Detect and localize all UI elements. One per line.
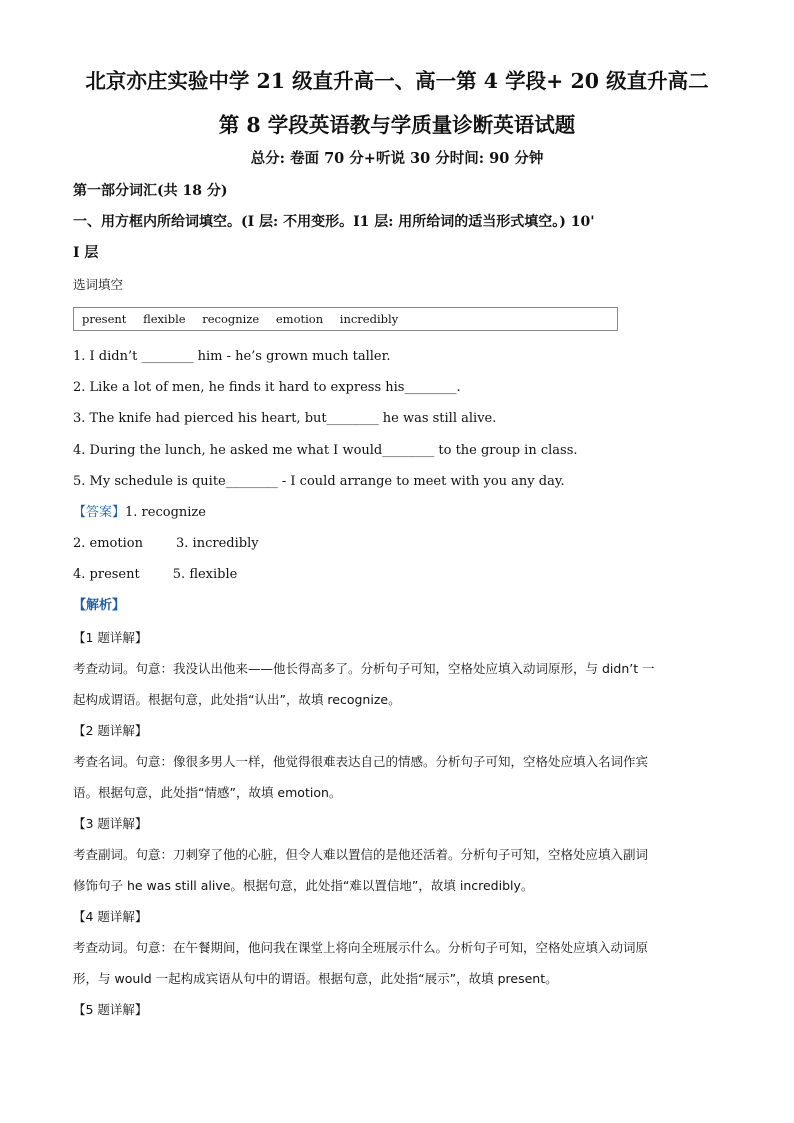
answer-line-1 <box>73 503 723 523</box>
analysis-text-2a: 考查名词。句意：像很多男人一样，他觉得很难表达自己的情感。分析句子可知，空格处应填入名词作宾 <box>73 754 649 769</box>
analysis-heading-2: 【2 题详解】 <box>73 723 148 738</box>
analysis-text-4b: 形，与 would 一起构成宾语从句中的谓语。根据句意，此处指“展示”，故填 present。 <box>73 971 558 986</box>
analysis-heading-5: 【5 题详解】 <box>73 1002 148 1017</box>
analysis-heading-4: 【4 题详解】 <box>73 909 148 924</box>
word-item: incredibly <box>339 312 399 326</box>
question-5: 5. My schedule is quite________ - I could arrange to meet with you any day. <box>73 474 565 489</box>
word-item: recognize <box>202 312 260 326</box>
analysis-tag: 【解析】 <box>73 598 126 613</box>
analysis-heading-3: 【3 题详解】 <box>73 816 148 831</box>
level-label: I 层 <box>73 245 99 261</box>
question-2: 2. Like a lot of men, he finds it hard to express his________. <box>73 380 461 395</box>
instruction: 一、用方框内所给词填空。(I 层: 不用变形。I1 层: 用所给词的适当形式填空。) 10' <box>73 214 595 230</box>
analysis-text-3b: 修饰句子 he was still alive。根据句意，此处指“难以置信地”，故填 incredibly。 <box>73 878 534 893</box>
word-item: present <box>82 312 127 326</box>
question-1: 1. I didn’t ________ him - he’s grown much taller. <box>73 349 391 364</box>
word-box <box>73 307 618 331</box>
part-title: 第一部分词汇(共 18 分) <box>73 183 228 199</box>
analysis-text-3a: 考查副词。句意：刀刺穿了他的心脏，但令人难以置信的是他还活着。分析句子可知，空格处应填入副词 <box>73 847 649 862</box>
document-title-line2: 第 8 学段英语教与学质量诊断英语试题 <box>218 113 576 137</box>
analysis-text-1a: 考查动词。句意：我没认出他来——他长得高多了。分析句子可知，空格处应填入动词原形，与 didn’t 一 <box>73 661 655 676</box>
answer-text: 1. recognize <box>125 505 206 520</box>
analysis-text-4a: 考查动词。句意：在午餐期间，他问我在课堂上将向全班展示什么。分析句子可知，空格处应填入动词原 <box>73 940 649 955</box>
answer-line-2: 2. emotion 3. incredibly <box>73 536 259 551</box>
answer-line-3: 4. present 5. flexible <box>73 567 238 582</box>
word-item: flexible <box>143 312 186 326</box>
question-3: 3. The knife had pierced his heart, but________ he was still alive. <box>73 411 497 426</box>
analysis-tag-line <box>73 596 723 616</box>
task-label: 选词填空 <box>73 277 124 292</box>
score-time-info: 总分: 卷面 70 分+听说 30 分时间: 90 分钟 <box>250 150 544 167</box>
document-title-line1: 北京亦庄实验中学 21 级直升高一、高一第 4 学段+ 20 级直升高二 <box>85 69 709 93</box>
answer-tag: 【答案】 <box>73 505 126 520</box>
analysis-heading-1: 【1 题详解】 <box>73 630 148 645</box>
word-item: emotion <box>275 312 324 326</box>
question-4: 4. During the lunch, he asked me what I would________ to the group in class. <box>73 443 578 458</box>
analysis-text-1b: 起构成谓语。根据句意，此处指“认出”，故填 recognize。 <box>73 692 401 707</box>
analysis-text-2b: 语。根据句意，此处指“情感”，故填 emotion。 <box>73 785 342 800</box>
